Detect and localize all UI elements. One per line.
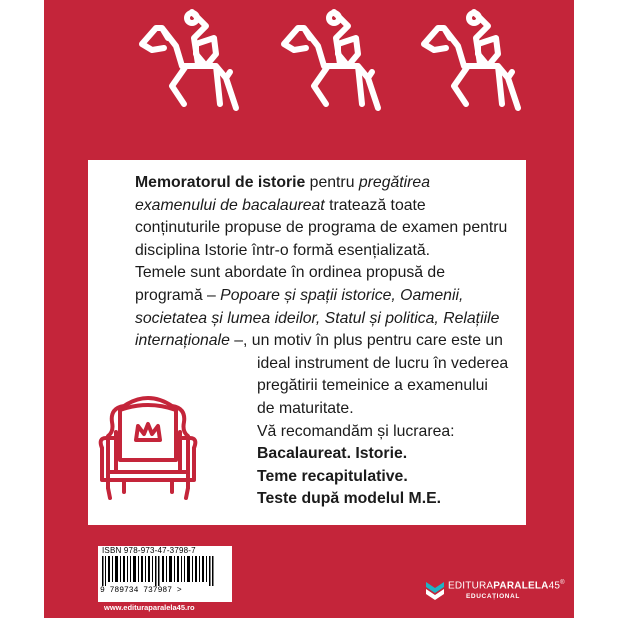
publisher-name-thin: EDITURA bbox=[448, 580, 494, 592]
publisher-logo-icon bbox=[426, 578, 444, 602]
intro-italic: pregătirea examenului de bacalaureat bbox=[135, 174, 431, 214]
themes-italic: Popoare și spații istorice, Oamenii, societatea și lumea ideilor, Statul și politica, Relațiile internaționale bbox=[135, 286, 500, 350]
publisher-name-bold: PARALELA bbox=[493, 580, 549, 592]
knight-horse-icon bbox=[414, 8, 532, 118]
website-url: www.edituraparalela45.ro bbox=[104, 603, 195, 612]
barcode-icon bbox=[102, 556, 222, 586]
barcode-digits: 9 789734 737987 > bbox=[100, 586, 182, 595]
themes-text-1: Temele sunt abordate în ordinea propusă de programă – bbox=[135, 264, 446, 304]
publisher-subtitle: EDUCAȚIONAL bbox=[466, 593, 520, 600]
knight-horse-icon bbox=[274, 8, 392, 118]
ideal-line-3: de maturitate. bbox=[257, 399, 354, 417]
intro-text-2: tratează toate conținuturile propuse de programa de examen pentru disciplina Istorie într-o formă esențializată. bbox=[135, 196, 508, 259]
recommend-title-1: Bacalaureat. Istorie. bbox=[257, 445, 408, 463]
back-cover bbox=[44, 0, 574, 618]
intro-text-1: pentru bbox=[305, 174, 359, 191]
paragraph-themes bbox=[135, 262, 515, 352]
throne-icon bbox=[94, 388, 202, 508]
recommend-title-2: Teme recapitulative. bbox=[257, 467, 408, 485]
themes-text-2: –, un motiv în plus pentru care este un bbox=[229, 332, 503, 350]
recommend-title-3: Teste după modelul M.E. bbox=[257, 490, 442, 508]
isbn-number: ISBN 978-973-47-3798-7 bbox=[102, 546, 196, 555]
knight-horse-icon bbox=[132, 8, 250, 118]
paragraph-intro bbox=[135, 172, 515, 262]
recommend-intro: Vă recomandăm și lucrarea: bbox=[257, 422, 455, 440]
ideal-line-1: ideal instrument de lucru în vederea bbox=[257, 354, 509, 372]
barcode-box bbox=[98, 546, 232, 606]
website-strip bbox=[98, 602, 232, 614]
publisher-registered: ® bbox=[560, 580, 565, 586]
ideal-line-2: pregătirii temeinice a examenului bbox=[257, 377, 488, 395]
book-title: Memoratorul de istorie bbox=[135, 174, 306, 191]
publisher-name-num: 45 bbox=[548, 580, 561, 592]
description-panel bbox=[88, 160, 526, 525]
publisher-name bbox=[448, 580, 565, 591]
